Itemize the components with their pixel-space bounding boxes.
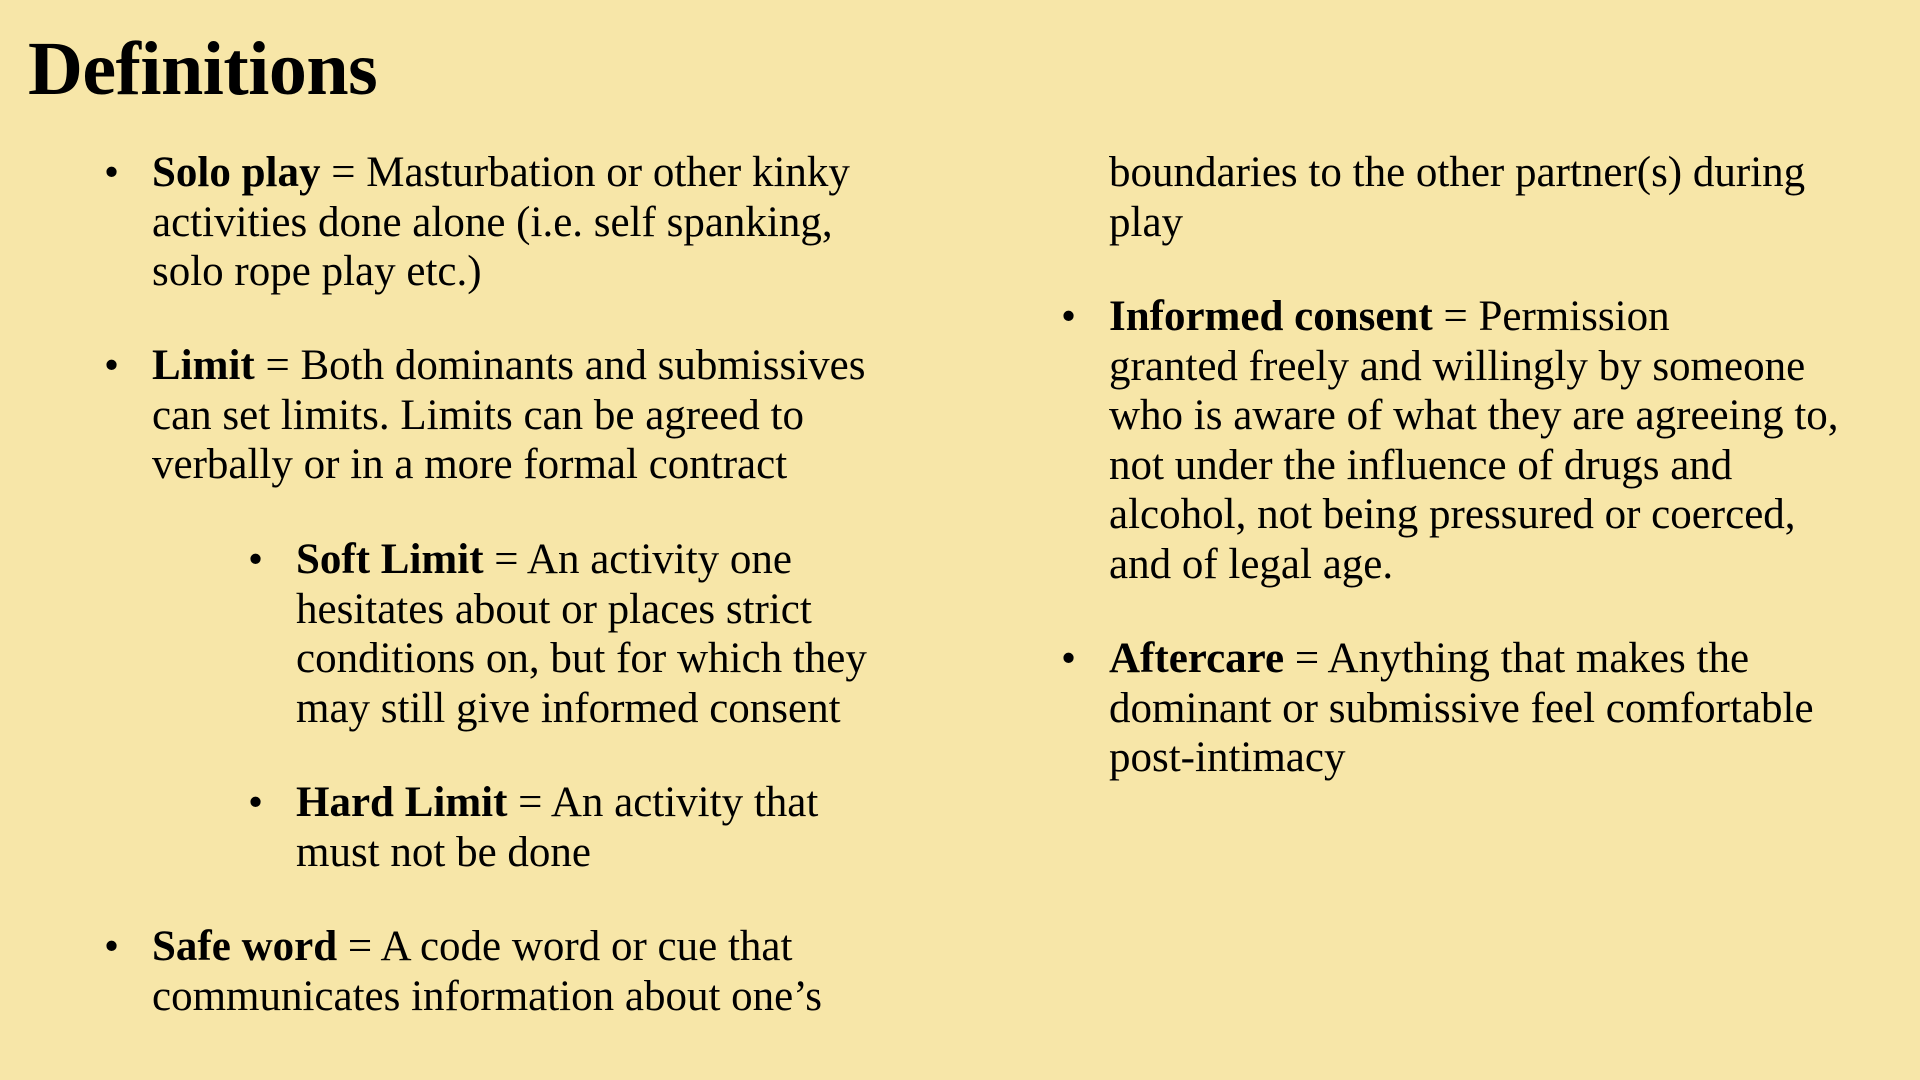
- equals-sign: =: [254, 342, 301, 389]
- bullet-icon: •: [104, 923, 120, 970]
- definition-line: not under the influence of drugs and: [1109, 441, 1733, 489]
- definition-line: post-intimacy: [1109, 734, 1346, 781]
- bullet-icon: •: [104, 149, 120, 196]
- definition-line: who is aware of what they are agreeing to,: [1109, 392, 1839, 439]
- definition-line-1: [152, 148, 982, 198]
- bullet-icon: •: [1061, 635, 1077, 682]
- definition-safe-word-continued: [1109, 148, 1919, 247]
- definition-line: can set limits. Limits can be agreed to: [152, 391, 804, 439]
- definition-term: Soft Limit: [296, 536, 484, 583]
- definition-line: dominant or submissive feel comfortable: [1109, 684, 1814, 732]
- definition-line: solo rope play etc.): [152, 248, 482, 295]
- definition-line-1: [296, 778, 976, 828]
- definition-hard-limit: [248, 778, 976, 877]
- definition-line-1: [152, 922, 982, 972]
- definition-line: must not be done: [296, 828, 591, 876]
- equals-sign: =: [1284, 635, 1328, 682]
- definition-text: An activity one: [526, 536, 793, 583]
- definition-text: Masturbation or other kinky: [366, 149, 850, 196]
- definition-line: play: [1109, 198, 1184, 246]
- definition-safe-word: [104, 922, 982, 1021]
- definition-text: A code word or cue that: [380, 923, 793, 970]
- definition-line-1: [152, 341, 982, 391]
- definition-line: alcohol, not being pressured or coerced,: [1109, 491, 1796, 538]
- definition-line: granted freely and willingly by someone: [1109, 342, 1806, 390]
- definition-soft-limit: [248, 535, 976, 733]
- slide-title: Definitions: [28, 27, 378, 111]
- definition-line: hesitates about or places strict: [296, 585, 812, 633]
- equals-sign: =: [507, 779, 551, 826]
- bullet-icon: •: [248, 536, 264, 583]
- definition-line: conditions on, but for which they: [296, 635, 867, 682]
- equals-sign: =: [320, 149, 367, 196]
- definition-term: Hard Limit: [296, 779, 508, 826]
- definition-line: verbally or in a more formal contract: [152, 441, 788, 488]
- definition-line: communicates information about one’s: [152, 972, 822, 1020]
- bullet-icon: •: [248, 779, 264, 826]
- equals-sign: =: [1432, 293, 1479, 340]
- definition-term: Safe word: [152, 923, 338, 970]
- bullet-icon: •: [1061, 293, 1077, 340]
- definition-solo-play: [104, 148, 982, 297]
- definition-text: Permission: [1478, 293, 1670, 340]
- definition-term: Informed consent: [1109, 293, 1433, 340]
- definition-text: Both dominants and submissives: [300, 342, 866, 389]
- definition-line-1: [296, 535, 976, 585]
- definition-line-1: [1109, 634, 1919, 684]
- definition-informed-consent: [1061, 292, 1920, 589]
- equals-sign: =: [483, 536, 527, 583]
- equals-sign: =: [337, 923, 381, 970]
- definition-term: Aftercare: [1109, 635, 1285, 682]
- definition-term: Limit: [152, 342, 255, 389]
- bullet-icon: •: [104, 342, 120, 389]
- definition-term: Solo play: [152, 149, 321, 196]
- definition-line: activities done alone (i.e. self spanking,: [152, 198, 833, 246]
- definition-aftercare: [1061, 634, 1919, 783]
- definition-text: Anything that makes the: [1327, 635, 1750, 682]
- definition-line: and of legal age.: [1109, 540, 1394, 588]
- definition-line: may still give informed consent: [296, 684, 841, 732]
- definition-line: boundaries to the other partner(s) during: [1109, 149, 1806, 196]
- definition-line-1: [1109, 292, 1920, 342]
- definition-text: An activity that: [550, 779, 819, 826]
- definition-limit: [104, 341, 982, 490]
